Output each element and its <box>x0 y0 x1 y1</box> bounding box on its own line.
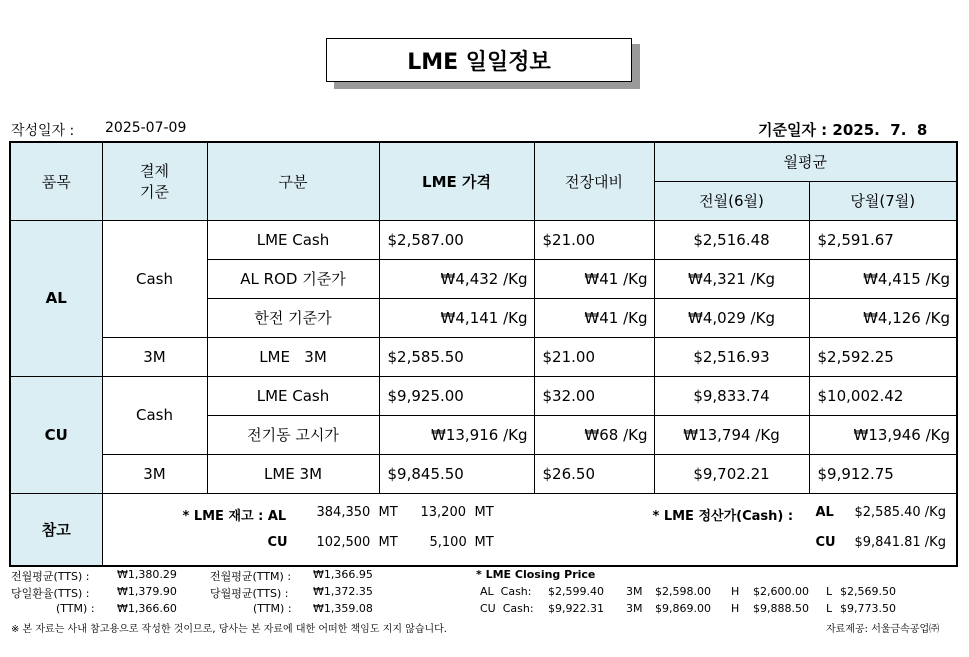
header-settle: 결제 기준 <box>102 142 207 220</box>
table-row <box>10 337 957 376</box>
closing-cu-cash-label: CU Cash: <box>480 602 534 615</box>
cu-3m-label: 3M <box>102 454 207 493</box>
footer-today-rate: ₩1,379.90 <box>117 585 177 598</box>
cell-category: LME Cash <box>207 220 379 259</box>
cell-prev: ₩13,794 /Kg <box>654 415 809 454</box>
disclaimer: ※ 본 자료는 사내 참고용으로 작성한 것이므로, 당사는 본 자료에 대한 어떠한 책임도 지지 않습니다. <box>11 624 447 635</box>
header-category: 구분 <box>207 142 379 220</box>
cell-category: AL ROD 기준가 <box>207 259 379 298</box>
footer-curr-ttm-label: (TTM) : <box>253 602 292 615</box>
cell-price: $2,587.00 <box>379 220 534 259</box>
table-row <box>10 220 957 259</box>
unit: MT <box>378 534 398 550</box>
header-curr-month: 당월(7월) <box>809 181 957 220</box>
page-title: LME 일일정보 <box>326 38 632 82</box>
cell-prev: ₩4,321 /Kg <box>654 259 809 298</box>
cell-price: ₩4,141 /Kg <box>379 298 534 337</box>
footer-curr-avg-tts-label: 당월평균(TTS) : <box>210 587 289 600</box>
al-3m-label: 3M <box>102 337 207 376</box>
al-settle-label: AL <box>815 504 834 520</box>
footer-today-rate-label: 당일환율(TTS) : <box>11 587 90 600</box>
footer-prev-avg-tts: ₩1,380.29 <box>117 568 177 581</box>
cell-curr: ₩4,415 /Kg <box>809 259 957 298</box>
settle-label: * LME 정산가(Cash) : <box>652 508 794 524</box>
cell-category: LME Cash <box>207 376 379 415</box>
reference-label: 참고 <box>10 493 102 566</box>
closing-al-3m: $2,598.00 <box>655 585 711 598</box>
created-date: 2025-07-09 <box>105 120 187 136</box>
closing-cu-l-label: L <box>826 602 833 615</box>
cell-category: 전기동 고시가 <box>207 415 379 454</box>
closing-cu-h: $9,888.50 <box>753 602 809 615</box>
source-credit: 자료제공: 서울금속공업㈜ <box>826 624 940 635</box>
closing-al-3m-label: 3M <box>626 585 643 598</box>
footer-curr-ttm: ₩1,359.08 <box>313 602 373 615</box>
closing-title: * LME Closing Price <box>476 568 596 581</box>
unit: MT <box>474 534 494 550</box>
footer-today-ttm: ₩1,366.60 <box>117 602 177 615</box>
al-label: AL <box>10 220 102 376</box>
cell-prev: $2,516.93 <box>654 337 809 376</box>
cell-change: ₩68 /Kg <box>534 415 654 454</box>
table-row <box>10 454 957 493</box>
cu-stock: 102,500 <box>316 534 371 550</box>
cu-settle: $9,841.81 /Kg <box>854 534 946 550</box>
cell-curr: $10,002.42 <box>809 376 957 415</box>
cell-prev: $2,516.48 <box>654 220 809 259</box>
stock-label: * LME 재고 : AL <box>182 508 287 524</box>
closing-al-l-label: L <box>826 585 833 598</box>
lme-table <box>9 141 958 567</box>
cell-category: LME 3M <box>207 454 379 493</box>
cell-category: LME 3M <box>207 337 379 376</box>
table-row <box>10 376 957 415</box>
footer-curr-avg-tts: ₩1,372.35 <box>313 585 373 598</box>
cell-curr: ₩4,126 /Kg <box>809 298 957 337</box>
footer-today-ttm-label: (TTM) : <box>56 602 95 615</box>
cell-prev: ₩4,029 /Kg <box>654 298 809 337</box>
footer-prev-avg-ttm-label: 전월평균(TTM) : <box>210 570 292 583</box>
cu-stock-label: CU <box>267 534 288 550</box>
header-monthly-avg: 월평균 <box>654 142 957 181</box>
closing-al-cash: $2,599.40 <box>548 585 604 598</box>
cell-curr: $2,591.67 <box>809 220 957 259</box>
cell-curr: $9,912.75 <box>809 454 957 493</box>
cu-cash-label: Cash <box>102 376 207 454</box>
cell-price: $2,585.50 <box>379 337 534 376</box>
cell-change: $21.00 <box>534 220 654 259</box>
cell-curr: $2,592.25 <box>809 337 957 376</box>
cell-change: ₩41 /Kg <box>534 298 654 337</box>
al-stock-change: 13,200 <box>420 504 466 520</box>
cell-change: $26.50 <box>534 454 654 493</box>
closing-al-h: $2,600.00 <box>753 585 809 598</box>
cell-change: ₩41 /Kg <box>534 259 654 298</box>
al-stock: 384,350 <box>316 504 371 520</box>
footer-prev-avg-ttm: ₩1,366.95 <box>313 568 373 581</box>
al-cash-label: Cash <box>102 220 207 337</box>
closing-cu-3m: $9,869.00 <box>655 602 711 615</box>
cell-category: 한전 기준가 <box>207 298 379 337</box>
reference-row <box>10 493 957 566</box>
cell-curr: ₩13,946 /Kg <box>809 415 957 454</box>
cell-price: $9,925.00 <box>379 376 534 415</box>
header-prev-month: 전월(6월) <box>654 181 809 220</box>
cu-label: CU <box>10 376 102 493</box>
cell-change: $32.00 <box>534 376 654 415</box>
closing-cu-3m-label: 3M <box>626 602 643 615</box>
header-item: 품목 <box>10 142 102 220</box>
cell-change: $21.00 <box>534 337 654 376</box>
cell-prev: $9,702.21 <box>654 454 809 493</box>
cu-settle-label: CU <box>815 534 836 550</box>
unit: MT <box>474 504 494 520</box>
closing-al-l: $2,569.50 <box>840 585 896 598</box>
unit: MT <box>378 504 398 520</box>
closing-al-cash-label: AL Cash: <box>480 585 532 598</box>
cell-price: $9,845.50 <box>379 454 534 493</box>
al-settle: $2,585.40 /Kg <box>854 504 946 520</box>
header-lme-price: LME 가격 <box>379 142 534 220</box>
base-date: 기준일자 : 2025. 7. 8 <box>758 121 928 139</box>
cell-prev: $9,833.74 <box>654 376 809 415</box>
cu-stock-change: 5,100 <box>429 534 467 550</box>
cell-price: ₩13,916 /Kg <box>379 415 534 454</box>
cell-price: ₩4,432 /Kg <box>379 259 534 298</box>
closing-cu-l: $9,773.50 <box>840 602 896 615</box>
created-date-label: 작성일자 : <box>11 123 75 139</box>
reference-content <box>102 493 957 566</box>
footer-prev-avg-tts-label: 전월평균(TTS) : <box>11 570 90 583</box>
closing-cu-h-label: H <box>731 602 740 615</box>
header-change: 전장대비 <box>534 142 654 220</box>
closing-al-h-label: H <box>731 585 740 598</box>
closing-cu-cash: $9,922.31 <box>548 602 604 615</box>
